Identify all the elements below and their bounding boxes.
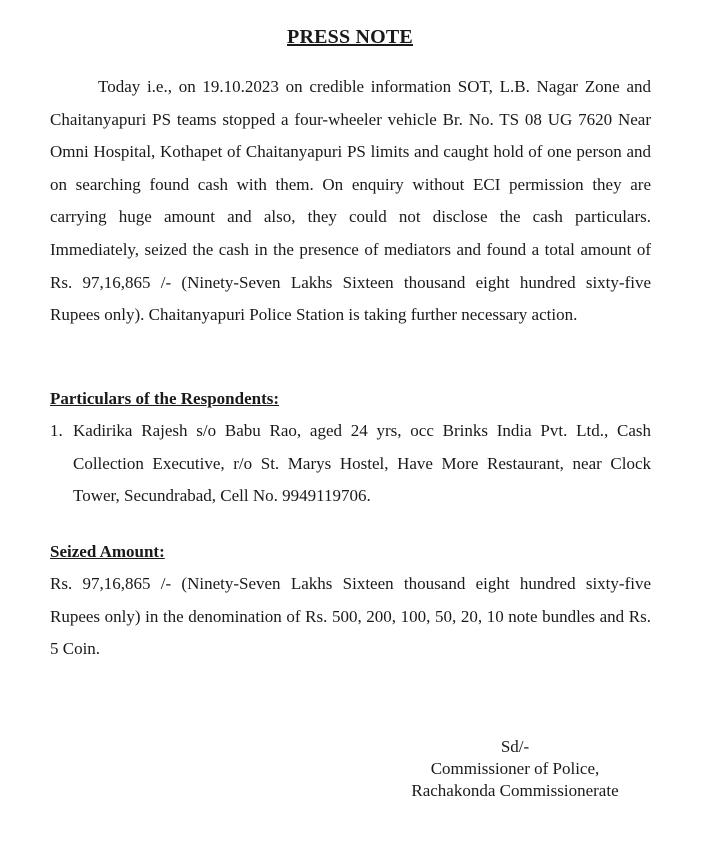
signature-sd: Sd/- <box>500 737 530 756</box>
seized-amount-heading: Seized Amount: <box>50 542 165 561</box>
list-item-text: Kadirika Rajesh s/o Babu Rao, aged 24 yrs, occ Brinks India Pvt. Ltd., Cash Collection Executive, r/o St. Marys Hostel, Have More Restaurant, near Clock Tower, Secundrabad, Cell No. 9949119706. <box>73 421 651 506</box>
list-item-number: 1. <box>50 421 63 440</box>
signature-designation: Commissioner of Police, <box>430 759 600 778</box>
respondents-list <box>50 415 651 513</box>
page-title: PRESS NOTE <box>287 26 413 48</box>
list-item <box>50 415 651 513</box>
respondents-heading: Particulars of the Respondents: <box>50 389 280 408</box>
signature-block <box>380 736 650 802</box>
intro-paragraph: Today i.e., on 19.10.2023 on credible information SOT, L.B. Nagar Zone and Chaitanyapuri PS teams stopped a four-wheeler vehicle Br. No. TS 08 UG 7620 Near Omni Hospital, Kothapet of Chaitanyapuri PS limits and caught hold of one person and on searching found cash with them. On enquiry without ECI permission they are carrying huge amount and also, they could not disclose the cash particulars. Immediately, seized the cash in the presence of mediators and found a total amount of Rs. 97,16,865 /- (Ninety-Seven Lakhs Sixteen thousand eight hundred sixty-five Rupees only). Chaitanyapuri Police Station is taking further necessary action. <box>50 77 651 325</box>
seized-amount-paragraph: Rs. 97,16,865 /- (Ninety-Seven Lakhs Sixteen thousand eight hundred sixty-five Rupees only) in the denomination of Rs. 500, 200, 100, 50, 20, 10 note bundles and Rs. 5 Coin. <box>50 574 651 659</box>
signature-office: Rachakonda Commissionerate <box>411 781 619 800</box>
